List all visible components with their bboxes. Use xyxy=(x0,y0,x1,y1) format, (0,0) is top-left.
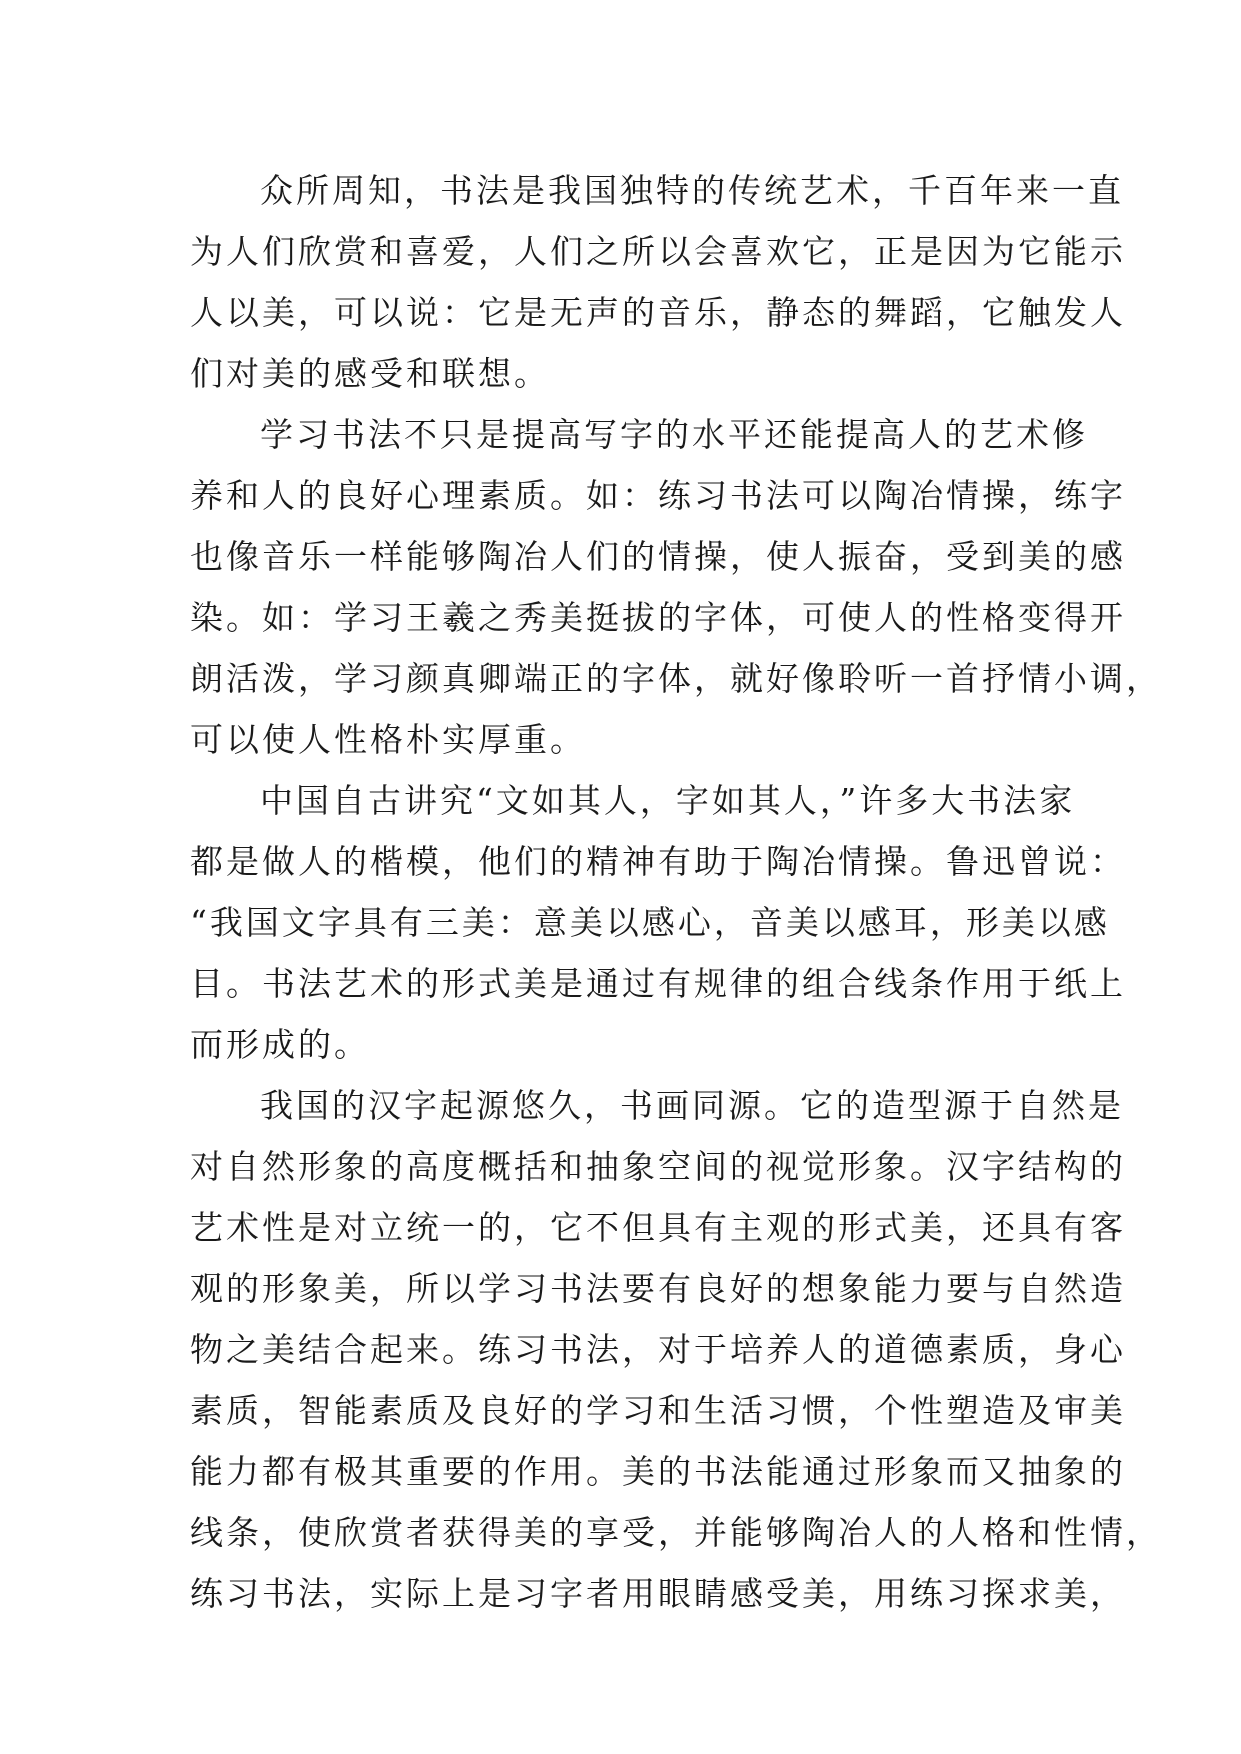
paragraph xyxy=(190,1075,1162,1624)
text-line: 众所周知，书法是我国独特的传统艺术，千百年来一直 xyxy=(260,171,1124,210)
text-line: 人以美，可以说：它是无声的音乐，静态的舞蹈，它触发人 xyxy=(190,293,1126,332)
text-line: 可以使人性格朴实厚重。 xyxy=(190,720,586,759)
text-line: 素质，智能素质及良好的学习和生活习惯，个性塑造及审美 xyxy=(190,1391,1126,1430)
text-line: 我国的汉字起源悠久，书画同源。它的造型源于自然是 xyxy=(260,1086,1124,1125)
paragraph xyxy=(190,404,1162,770)
text-line: 对自然形象的高度概括和抽象空间的视觉形象。汉字结构的 xyxy=(190,1147,1126,1186)
text-line: 中国自古讲究“文如其人，字如其人，”许多大书法家 xyxy=(260,781,1076,820)
document-body xyxy=(190,160,1162,1624)
text-line: “我国文字具有三美：意美以感心，音美以感耳，形美以感 xyxy=(190,903,1110,942)
paragraph xyxy=(190,160,1126,404)
text-line: 为人们欣赏和喜爱，人们之所以会喜欢它，正是因为它能示 xyxy=(190,232,1126,271)
text-line: 们对美的感受和联想。 xyxy=(190,354,550,393)
text-line: 学习书法不只是提高写字的水平还能提高人的艺术修 xyxy=(260,415,1088,454)
text-line: 物之美结合起来。练习书法，对于培养人的道德素质，身心 xyxy=(190,1330,1126,1369)
text-line: 染。如：学习王羲之秀美挺拔的字体，可使人的性格变得开 xyxy=(190,598,1126,637)
paragraph xyxy=(190,770,1126,1075)
text-line: 都是做人的楷模，他们的精神有助于陶冶情操。鲁迅曾说： xyxy=(190,842,1126,881)
text-line: 练习书法，实际上是习字者用眼睛感受美，用练习探求美， xyxy=(190,1574,1126,1613)
text-line: 目。书法艺术的形式美是通过有规律的组合线条作用于纸上 xyxy=(190,964,1126,1003)
text-line: 也像音乐一样能够陶冶人们的情操，使人振奋，受到美的感 xyxy=(190,537,1126,576)
text-line: 线条，使欣赏者获得美的享受，并能够陶冶人的人格和性情， xyxy=(190,1513,1162,1552)
text-line: 朗活泼，学习颜真卿端正的字体，就好像聆听一首抒情小调， xyxy=(190,659,1162,698)
text-line: 养和人的良好心理素质。如：练习书法可以陶冶情操，练字 xyxy=(190,476,1126,515)
text-line: 而形成的。 xyxy=(190,1025,370,1064)
text-line: 艺术性是对立统一的，它不但具有主观的形式美，还具有客 xyxy=(190,1208,1126,1247)
text-line: 观的形象美，所以学习书法要有良好的想象能力要与自然造 xyxy=(190,1269,1126,1308)
text-line: 能力都有极其重要的作用。美的书法能通过形象而又抽象的 xyxy=(190,1452,1126,1491)
